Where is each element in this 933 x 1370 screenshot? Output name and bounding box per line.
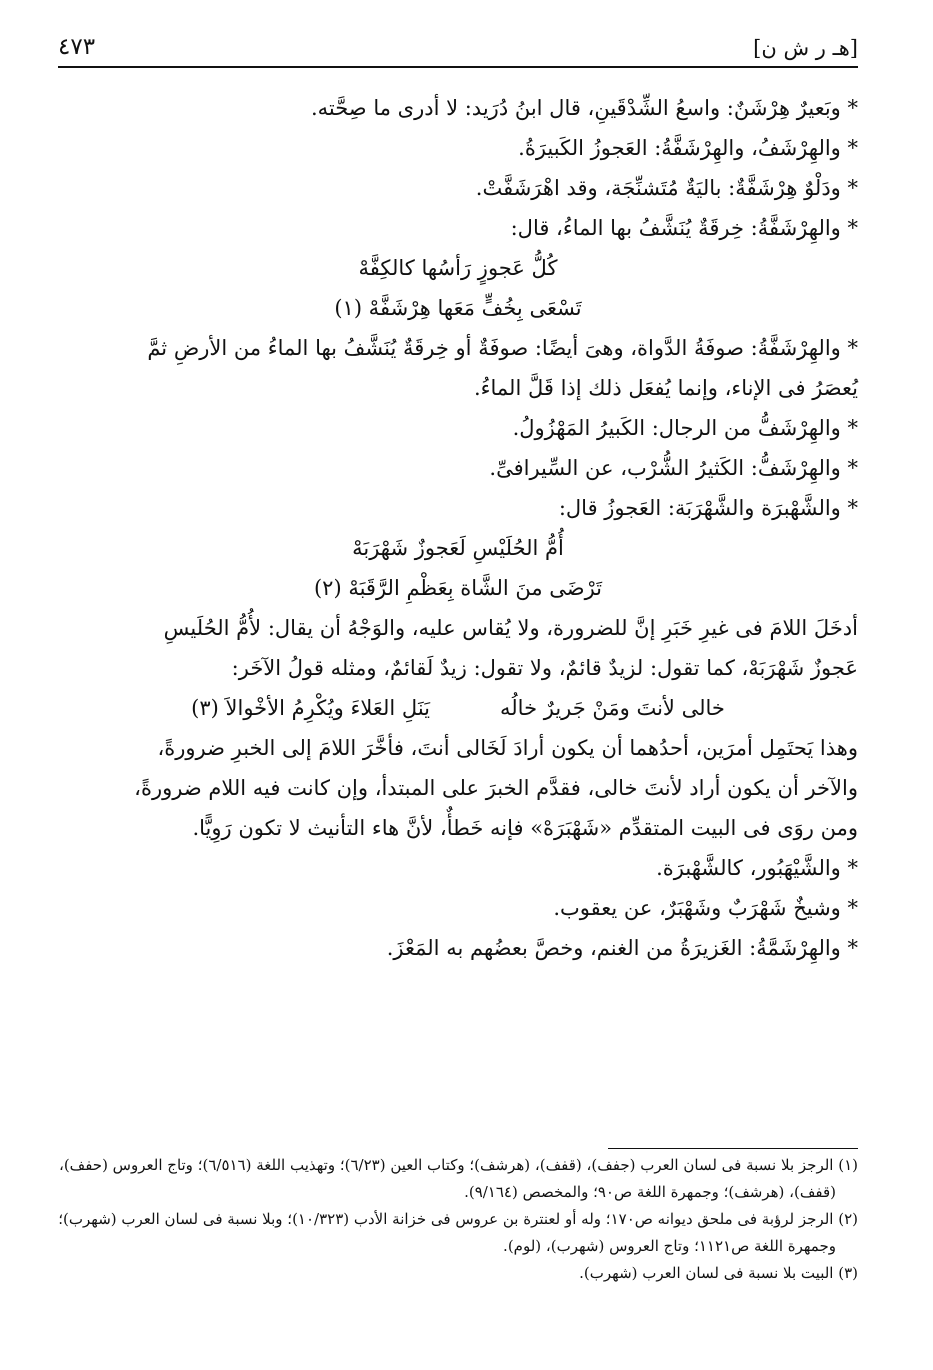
entry-line: * والهِرْشَمَّةُ: الغَزيرَةُ من الغنم، وخصَّ بعضُهم به المَعْزَ. xyxy=(386,936,858,960)
root-letters-label: [هـ ر ش ن] xyxy=(753,36,858,60)
verse-hemistich-first: خالى لأنتَ ومَنْ جَريرٌ خالُه xyxy=(500,696,725,720)
verse-line: كُلُّ عَجوزٍ رَأسُها كالكِفَّهْ xyxy=(358,256,558,280)
verse-hemistich-second: يَنَلِ العَلاءَ ويُكْرِمُ الأخْوالاَ (٣) xyxy=(191,696,431,720)
entry-line: * والشَّهْبرَة والشَّهْرَبَة: العَجوزُ قال: xyxy=(558,496,858,520)
verse-line: تَسْعَى بِخُفٍّ مَعَها هِرْشَفَّهْ (١) xyxy=(334,296,582,320)
entry-line: * والهِرْشَفُ، والهِرْشَفَّةُ: العَجوزُ الكَبيرَةُ. xyxy=(518,136,858,160)
entry-line: * والشَّيْهَبُور، كالشَّهْبرَة. xyxy=(656,856,858,880)
main-text xyxy=(58,88,858,968)
page-number: ٤٧٣ xyxy=(58,34,96,60)
entry-line: * وشيخٌ شَهْرَبٌ وشَهْبَرٌ، عن يعقوب. xyxy=(553,896,858,920)
entry-line: * وبَعيرٌ هِرْشَنٌ: واسعُ الشِّدْقَينِ، قال ابنُ دُرَيد: لا أدرى ما صِحَّته. xyxy=(310,96,858,120)
text-line: وهذا يَحتَمِل أمرَين، أحدُهما أن يكون أرادَ لَخَالى أنتَ، فأخَّرَ اللامَ إلى الخبرِ ضرورةً، xyxy=(157,736,858,760)
text-line: والآخر أن يكون أراد لأنتَ خالى، فقدَّم الخبرَ على المبتدأ، وإن كانت فيه اللام ضرورةً، xyxy=(134,776,858,800)
text-line: يُعصَرُ فى الإناء، وإنما يُفعَل ذلك إذا قَلَّ الماءُ. xyxy=(473,376,858,400)
footnote-divider xyxy=(608,1148,858,1149)
text-line: عَجوزٌ شَهْرَبَهْ، كما تقول: لزيدٌ قائمٌ، ولا تقول: زيدٌ لَقائمٌ، ومثله قولُ الآخَر: xyxy=(231,656,858,680)
footnote-item: (٣) البيت بلا نسبة فى لسان العرب (شهرب). xyxy=(579,1264,858,1282)
entry-line: * والهِرْشَفُّ: الكَثيرُ الشُّرْب، عن السِّيرافىِّ. xyxy=(489,456,858,480)
footnote-item: (٢) الرجز لرؤبة فى ملحق ديوانه ص١٧٠؛ وله أو لعنترة بن عروس فى خزانة الأدب (١٠/٣٢٣)؛ وبلا نسبة فى لسان العرب (شهرب)؛ وجمهرة اللغة ص١١٢١؛ وتاج العروس (شهرب)، (لوم). xyxy=(58,1210,858,1255)
verse-line: أُمُّ الحُلَيْسِ لَعَجوزٌ شَهْرَبَهْ xyxy=(352,536,564,560)
header-divider xyxy=(58,66,858,68)
text-line: أدخَلَ اللامَ فى غيرِ خَبَرِ إنَّ للضرورة، ولا يُقاس عليه، والوَجْهُ أن يقال: لأُمُّ الحُلَيسِ xyxy=(163,616,858,640)
entry-line: * والهِرْشَفَّةُ: صوفَةُ الدَّواة، وهىَ أيضًا: صوفَةٌ أو خِرقَةٌ يُنَشَّفُ بها الماءُ من الأرضِ ثمَّ xyxy=(147,336,858,360)
verse-line: تَرْضَى منَ الشَّاة بِعَظْمِ الرَّقَبَهْ (٢) xyxy=(313,576,603,600)
footnote-item: (١) الرجز بلا نسبة فى لسان العرب (جفف)، (قفف)، (هرشف)؛ وكتاب العين (٦/٢٣)؛ وتهذيب اللغة (٦/٥١٦)؛ وتاج العروس (حفف)، (قفف)، (هرشف)؛ وجمهرة اللغة ص٩٠؛ والمخصص (٩/١٦٤). xyxy=(58,1156,858,1201)
entry-line: * والهِرْشَفُّ من الرجال: الكَبيرُ المَهْزُولُ. xyxy=(512,416,858,440)
footnotes xyxy=(58,1152,858,1287)
verse-line xyxy=(58,688,858,728)
text-line: ومن روَى فى البيت المتقدِّم «شَهْبَرَهْ» فإنه خَطأٌ، لأنَّ هاء التأنيث لا تكون رَوِيًّا. xyxy=(192,816,858,840)
page-header xyxy=(58,32,858,66)
entry-line: * والهِرْشَفَّةُ: خِرقَةٌ يُنَشَّفُ بها الماءُ، قال: xyxy=(510,216,858,240)
entry-line: * ودَلْوٌ هِرْشَفَّةٌ: باليَةٌ مُتَشنِّجَة، وقد اهْرَشَفَّتْ. xyxy=(475,176,858,200)
